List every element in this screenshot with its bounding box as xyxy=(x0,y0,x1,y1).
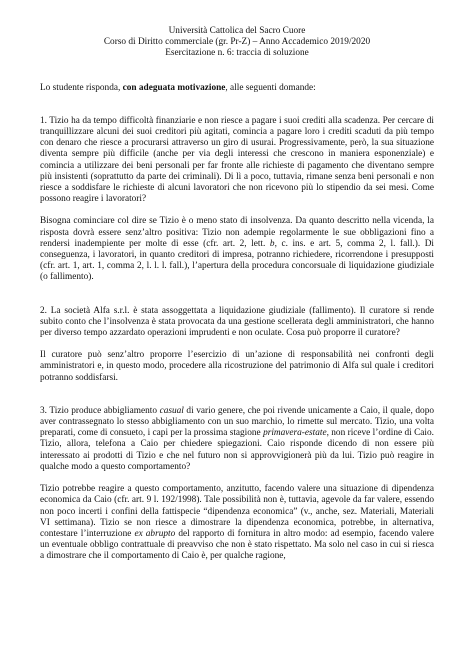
document-header xyxy=(40,26,434,60)
answer-3: Tizio potrebbe reagire a questo comportamento, anzitutto, facendo valere una situazione di dipendenza economica da Caio (cfr. art. 9 l. 192/1998). Tale possibilità non è, tuttavia, agevole da far valere, essendo non poco incerti i confini della fattispecie “dipendenza economica” (v., anche, sez. Materiali, Materiali VI settimana). Tizio se non riesce a dimostrare la dipendenza economica, potrebbe, in alternativa, contestare l’interruzione ex abrupto del rapporto di fornitura in altro modo: ad esempio, facendo valere un eventuale obbligo contrattuale di preavviso che non è stato rispettato. Ma solo nel caso in cui si riesca a dimostrare che il comportamento di Caio è, per qualche ragione, xyxy=(40,484,434,562)
university-name: Università Cattolica del Sacro Cuore xyxy=(168,26,306,36)
question-3: 3. Tizio produce abbigliamento casual di vario genere, che poi rivende unicamente a Caio, il quale, dopo aver contrassegnato lo stesso abbigliamento con un suo marchio, lo rimette sul mercato. Tizio, una volta preparati, come di consueto, i capi per la prossima stagione primavera-estate, non riceve l’ordine di Caio. Tizio, allora, telefona a Caio per chiedere spiegazioni. Caio risponde dicendo di non essere più interessato ai prodotti di Tizio e che nel futuro non si approvvigionerà più da lui. Tizio può reagire in qualche modo a questo comportamento? xyxy=(40,405,434,472)
instructions-emphasis: con adeguata motivazione xyxy=(122,82,226,93)
question-2: 2. La società Alfa s.r.l. è stata assoggettata a liquidazione giudiziale (fallimento). Il curatore si rende subito conto che l’insolvenza è stata provocata da una gestione scellerata degli amministratori, che hanno per diverso tempo azzardato operazioni imprudenti e non oculate. Cosa può proporre il curatore? xyxy=(40,305,434,339)
instructions: Lo studente risponda, con adeguata motivazione, alle seguenti domande: xyxy=(40,82,316,93)
question-1: 1. Tizio ha da tempo difficoltà finanziarie e non riesce a pagare i suoi crediti alla scadenza. Per cercare di tranquillizzare alcuni dei suoi creditori più agitati, comincia a pagare loro i crediti scaduti da più tempo con denaro che riesce a procurarsi attraverso un giro di usurai. Progressivamente, però, la sua situazione diventa sempre più difficile (anche per via degli interessi che crescono in maniera esponenziale) e comincia a utilizzare dei beni personali per far fronte alle richieste di pagamento che diventano sempre più insistenti (soprattutto da parte dei criminali). Di lì a poco, tuttavia, rimane senza beni personali e non riesce a soddisfare le richieste di alcuni lavoratori che non ricevono più lo stipendio da sei mesi. Come possono reagire i lavoratori? xyxy=(40,115,434,205)
answer-1: Bisogna cominciare col dire se Tizio è o meno stato di insolvenza. Da quanto descritto nella vicenda, la risposta dovrà essere senz’altro positiva: Tizio non adempie regolarmente le sue obbligazioni fino a rendersi inadempiente per molte di esse (cfr. art. 2, lett. b, c. ins. e art. 5, comma 2, l. fall.). Di conseguenza, i lavoratori, in quanto creditori di impresa, potranno richiedere, ricorrendone i presupposti (cfr. art. 1, art. 1, comma 2, l. l. l. fall.), l’apertura della procedura concorsuale di liquidazione giudiziale (o fallimento). xyxy=(40,216,434,283)
answer-2: Il curatore può senz’altro proporre l’esercizio di un’azione di responsabilità nei confronti degli amministratori e, in questo modo, procedere alla ricostruzione del patrimonio di Alfa sul quale i creditori potranno soddisfarsi. xyxy=(40,350,434,383)
course-title: Corso di Diritto commerciale (gr. Pr-Z) – Anno Accademico 2019/2020 xyxy=(103,37,371,48)
exercise-title: Esercitazione n. 6: traccia di soluzione xyxy=(165,48,309,59)
